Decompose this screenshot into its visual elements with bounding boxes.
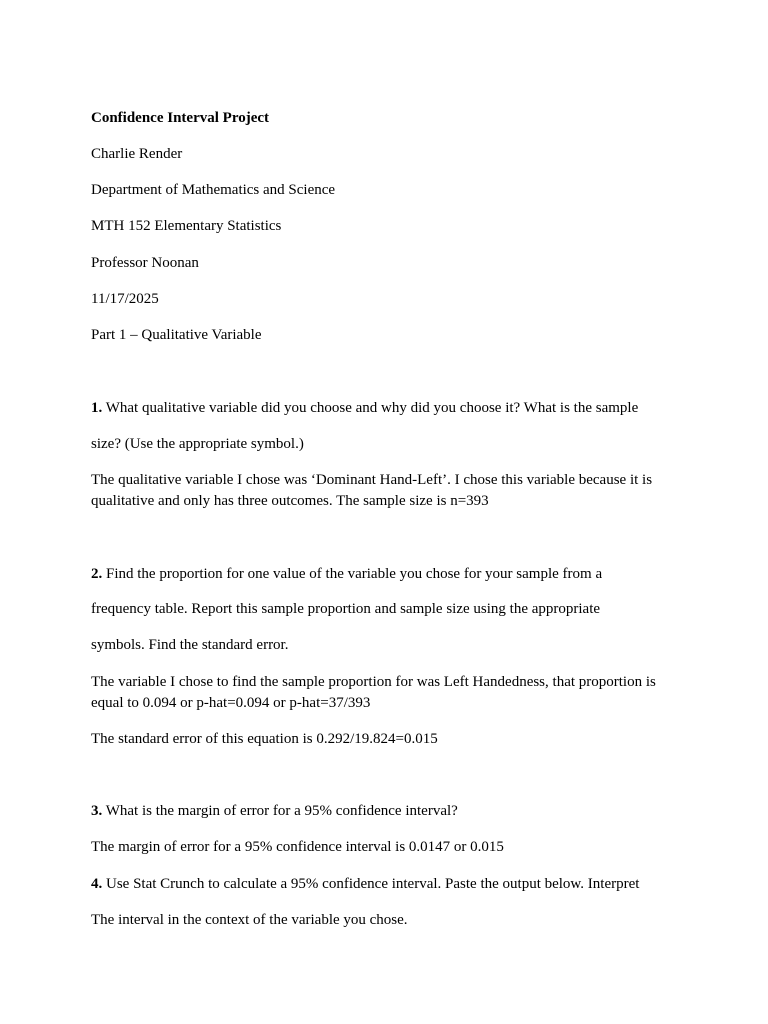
- question-2-prompt-text-2: frequency table. Report this sample proportion and sample size using the appropriate: [91, 601, 601, 617]
- question-2-prompt-text-1: Find the proportion for one value of the variable you chose for your sample from a: [106, 566, 603, 582]
- course-name: MTH 152 Elementary Statistics: [91, 218, 282, 234]
- part-heading: Part 1 – Qualitative Variable: [91, 327, 262, 343]
- question-4-prompt-text-1: Use Stat Crunch to calculate a 95% confidence interval. Paste the output below. Interpret: [106, 876, 640, 892]
- question-1-prompt: [91, 398, 671, 419]
- department-name: Department of Mathematics and Science: [91, 182, 336, 198]
- question-2-number: 2.: [91, 566, 103, 582]
- question-1-prompt-text-2: size? (Use the appropriate symbol.): [91, 436, 304, 452]
- question-1-answer-line-2: qualitative and only has three outcomes. The sample size is n=393: [91, 493, 489, 509]
- question-4-prompt: [91, 874, 671, 895]
- question-3-number: 3.: [91, 803, 103, 819]
- document-date: 11/17/2025: [91, 291, 159, 307]
- question-2-answer-line-3: The standard error of this equation is 0.292/19.824=0.015: [91, 731, 438, 747]
- question-3-prompt-text-1: What is the margin of error for a 95% confidence interval?: [105, 803, 458, 819]
- question-2-answer-line-1: The variable I chose to find the sample proportion for was Left Handedness, that proportion is: [91, 674, 656, 690]
- question-1-prompt-text-1: What qualitative variable did you choose and why did you choose it? What is the sample: [105, 400, 639, 416]
- question-4-prompt-text-2: The interval in the context of the variable you chose.: [91, 912, 408, 928]
- question-4-number: 4.: [91, 876, 103, 892]
- question-2-prompt: [91, 564, 671, 585]
- question-3-answer-line-1: The margin of error for a 95% confidence interval is 0.0147 or 0.015: [91, 839, 504, 855]
- question-3-prompt: [91, 801, 671, 822]
- document-title: Confidence Interval Project: [91, 110, 270, 126]
- question-1-number: 1.: [91, 400, 103, 416]
- question-1-answer-line-1: The qualitative variable I chose was ‘Dominant Hand-Left’. I chose this variable because it is: [91, 472, 653, 488]
- professor-name: Professor Noonan: [91, 255, 199, 271]
- question-2-answer-line-2: equal to 0.094 or p-hat=0.094 or p-hat=37/393: [91, 695, 371, 711]
- question-2-prompt-text-3: symbols. Find the standard error.: [91, 637, 289, 653]
- author-name: Charlie Render: [91, 146, 183, 162]
